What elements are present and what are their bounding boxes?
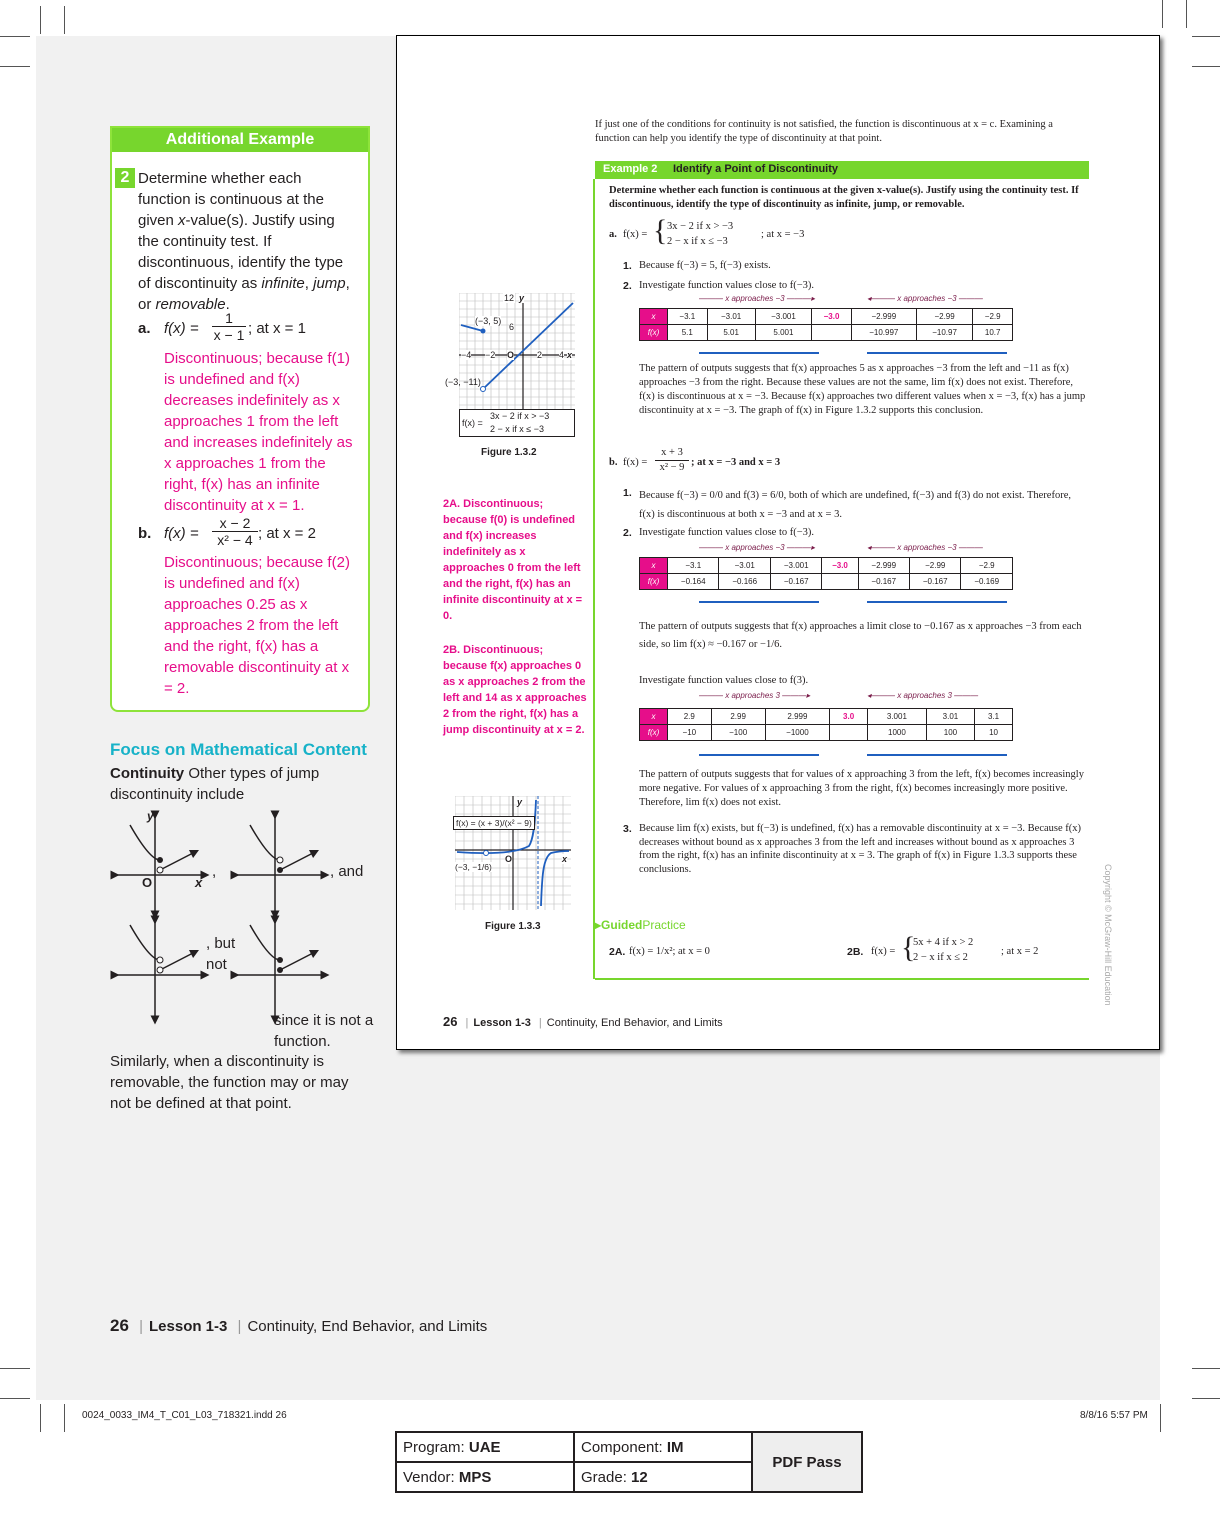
crop-mark: [40, 1404, 41, 1432]
additional-example-heading: Additional Example: [112, 128, 368, 152]
b-arrow-left: ——— x approaches −3 ———▸: [699, 543, 815, 552]
example-title: Identify a Point of Discontinuity: [673, 163, 838, 175]
figure-1-3-3-caption: Figure 1.3.3: [485, 921, 541, 932]
brace: {: [653, 214, 668, 247]
comma-text: ,: [212, 863, 217, 880]
example-prompt: Determine whether each function is continuous at the given x-value(s). Justify using the continuity test. If discontinuous, identify the type of discontinuity as infinite, jump, or removable.: [138, 170, 350, 313]
component-cell: Component: IM: [574, 1432, 752, 1462]
instructions: Determine whether each function is continuous at the given x-value(s). Justify using the continuity test. If discontinuous, identify the type of discontinuity as infinite, jump, or removable.: [609, 185, 1079, 210]
fig2-axis-y: y: [519, 293, 525, 303]
b-step3-num: 3.: [623, 823, 632, 835]
crop-mark: [1160, 1404, 1161, 1432]
a-step2-num: 2.: [623, 280, 632, 292]
part-a-at: ; at x = 1: [248, 320, 306, 337]
answer-2b: 2B. Discontinuous; because f(x) approaches 0 as x approaches 2 from the left and 14 as x approaches 2 from the right, f(x) has a jump discontinuity at x = 2.: [443, 644, 587, 736]
b-step2-num: 2.: [623, 527, 632, 539]
axis-y-label: y: [147, 809, 154, 823]
part-b-den: x² − 9: [659, 462, 685, 473]
blue-arrow: [699, 352, 819, 354]
file-name: 0024_0033_IM4_T_C01_L03_718321.indd 26: [82, 1410, 287, 1421]
p2b-piece2: 2 − x if x ≤ 2: [913, 952, 968, 963]
part-a-label: a.: [138, 320, 151, 337]
part-a-at: ; at x = −3: [761, 229, 805, 240]
example-number: 2: [115, 168, 135, 188]
table-row: x 2.9 2.99 2.999 3.0 3.001 3.01 3.1: [640, 709, 1013, 725]
tick-12: 12: [504, 293, 515, 303]
part-b-fx: f(x) =: [164, 525, 199, 542]
part-b-label: b.: [138, 525, 152, 542]
fig3-equation: f(x) = (x + 3)/(x² − 9): [453, 816, 535, 830]
table-b: [639, 557, 1013, 590]
intro-text: If just one of the conditions for continuity is not satisfied, the function is discontinuous at x = c. Examining a function can help you identify the type of discontinuity at that point.: [595, 119, 1053, 144]
crop-mark: [1162, 0, 1163, 28]
program-cell: Program: UAE: [396, 1432, 574, 1462]
b-investigate3: Investigate function values close to f(3).: [639, 675, 809, 686]
b-step3: Because lim f(x) exists, but f(−3) is undefined, f(x) has a removable discontinuity at x = −3. Because f(x) decreases without bound as x approaches 3 from the left and increases without bound as x approaches 3 from the right, f(x) has an infinite discontinuity at x = 3. The graph of f(x) in Figure 1.3.3 supports these conclusions.: [639, 823, 1082, 875]
p2a: f(x) = 1/x²; at x = 0: [629, 946, 710, 957]
part-b-answer: Discontinuous; because f(2) is undefined and f(x) approaches 0.25 as x approaches 2 from the left and the right, f(x) has a removable discontinuity at x = 2.: [164, 554, 350, 697]
part-b-label: b.: [609, 457, 618, 468]
part-a-answer: Discontinuous; because f(1) is undefined and f(x) decreases indefinitely as x approaches 1 from the left and increases indefinitely as x approaches 1 from the right, f(x) has an infinite discontinuity at x = 1.: [164, 350, 353, 514]
crop-mark: [0, 1368, 30, 1369]
crop-mark: [1192, 1368, 1220, 1369]
crop-mark: [64, 6, 65, 34]
axis-x-label: x: [195, 875, 203, 890]
brace: {: [901, 931, 916, 964]
crop-mark: [0, 1398, 30, 1399]
crop-mark: [1192, 36, 1220, 37]
b-step2: Investigate function values close to f(−3).: [639, 527, 815, 538]
fig3-axis-y: y: [517, 797, 523, 807]
example-label: Example 2: [603, 163, 658, 175]
a-step1-num: 1.: [623, 260, 632, 272]
blue-arrow: [699, 601, 819, 603]
job-info-table: [395, 1431, 863, 1493]
part-a-fx: f(x) =: [623, 229, 648, 240]
a-explanation: The pattern of outputs suggests that f(x) approaches 5 as x approaches −3 from the left and −11 as f(x) approaches −3 from the right. Because these values are not the same, lim f(x) does not exist. Therefore, f(x) is discontinuous at x = −3. Because f(x) approaches two different values when x = −3, f(x) has a jump discontinuity at x = −3. The graph of f(x) in Figure 1.3.2 supports this conclusion.: [639, 363, 1086, 416]
sidebar-footer: 26 | Lesson 1-3 | Continuity, End Behavior, and Limits: [110, 1316, 488, 1335]
part-b-numerator: x − 2: [212, 515, 258, 532]
crop-mark: [40, 6, 41, 34]
a-step1: Because f(−3) = 5, f(−3) exists.: [639, 260, 771, 271]
focus-title: Focus on Mathematical Content: [110, 740, 367, 759]
mini-graph-3: [115, 915, 205, 1020]
fig2-equation: f(x) = 3x − 2 if x > −3 2 − x if x ≤ −3: [459, 409, 575, 437]
part-a-piece1: 3x − 2 if x > −3: [667, 221, 734, 232]
crop-mark: [0, 66, 30, 67]
jump-discontinuity-graphs: [110, 810, 370, 1030]
since-text: since it is not a function.: [274, 1012, 374, 1050]
part-b-num: x + 3: [655, 446, 689, 461]
pdf-pass-cell: PDF Pass: [752, 1432, 862, 1492]
blue-arrow: [699, 754, 819, 756]
p2b-label: 2B.: [847, 946, 864, 958]
table-row: x −3.1 −3.01 −3.001 −3.0 −2.999 −2.99 −2.9: [640, 558, 1013, 574]
and-text: , and: [330, 863, 364, 880]
copyright: Copyright © McGraw-Hill Education: [1103, 864, 1113, 1006]
b-explanation2: The pattern of outputs suggests that for values of x approaching 3 from the left, f(x) becomes increasingly more negative. For values of x approaching 3 from the right, f(x) becomes increasingly more positive. Therefore, lim f(x) does not exist.: [639, 769, 1084, 808]
blue-arrow: [867, 601, 1007, 603]
date-stamp: 8/8/16 5:57 PM: [1080, 1410, 1148, 1421]
b-arrow-left3: ——— x approaches 3 ———▸: [699, 691, 811, 700]
guided-rule: [595, 978, 1089, 980]
part-b-at: ; at x = 2: [258, 525, 316, 542]
fig2-axis-x: x: [567, 350, 573, 360]
b-arrow-right: ◂——— x approaches −3 ———: [867, 543, 983, 552]
table-row: f(x) −10 −100 −1000 1000 100 10: [640, 725, 1013, 741]
table-row: f(x) 5.1 5.01 5.001 −10.997 −10.97 10.7: [640, 325, 1013, 341]
table-a: [639, 308, 1013, 341]
part-b-denominator: x² − 4: [217, 532, 253, 548]
b-step1: Because f(−3) = 0/0 and f(3) = 6/0, both of which are undefined, f(−3) and f(3) do not exist. Therefore, f(x) is discontinuous at both x = −3 and at x = 3.: [639, 490, 1071, 520]
part-a-denominator: x − 1: [213, 327, 245, 343]
tick-4: 4: [559, 350, 565, 360]
vendor-cell: Vendor: MPS: [396, 1462, 574, 1492]
tick-neg4: −4: [461, 350, 472, 360]
b-explanation1: The pattern of outputs suggests that f(x) approaches a limit close to −0.167 as x approaches −3 from each side, so lim f(x) ≈ −0.167 or −1/6.: [639, 621, 1082, 650]
mini-graph-4: [235, 915, 325, 1020]
tick-neg2: −2: [485, 350, 496, 360]
part-a-numerator: 1: [212, 310, 246, 327]
crop-mark: [1192, 66, 1220, 67]
a-step2: Investigate function values close to f(−3).: [639, 280, 815, 291]
p2b-at: ; at x = 2: [1001, 946, 1039, 957]
example-bar: [595, 161, 1089, 179]
p2a-label: 2A.: [609, 946, 626, 958]
but-not-text: , but not: [206, 935, 236, 973]
table-row: f(x) −0.164 −0.166 −0.167 −0.167 −0.167 −0.169: [640, 574, 1013, 590]
blue-arrow: [867, 754, 1007, 756]
grade-cell: Grade: 12: [574, 1462, 752, 1492]
point-neg3-neg11: (−3, −11): [445, 377, 481, 387]
b-step1-num: 1.: [623, 487, 632, 499]
blue-arrow: [867, 352, 1007, 354]
part-a-piece2: 2 − x if x ≤ −3: [667, 236, 728, 247]
mini-graph-2: [235, 815, 325, 920]
part-a-fx: f(x) =: [164, 320, 199, 337]
fig3-axis-x: x: [562, 854, 568, 864]
point-neg3-5: (−3, 5): [475, 316, 502, 326]
crop-mark: [0, 36, 30, 37]
page-footer: 26 | Lesson 1-3 | Continuity, End Behavior, and Limits: [443, 1014, 723, 1029]
guided-practice-heading: ▸GuidedPractice: [595, 918, 686, 932]
fig3-point: (−3, −1/6): [455, 862, 492, 872]
part-b-fx: f(x) =: [623, 457, 648, 468]
table-row: x −3.1 −3.01 −3.001 −3.0 −2.999 −2.99 −2.9: [640, 309, 1013, 325]
p2b-fx: f(x) =: [871, 946, 896, 957]
tick-2: 2: [537, 350, 543, 360]
answer-2a: 2A. Discontinuous; because f(0) is undefined and f(x) increases indefinitely as x approaches 0 from the left and the right, f(x) has an infinite discontinuity at x = 0.: [443, 498, 583, 622]
part-a-label: a.: [609, 229, 617, 240]
crop-mark: [1192, 1398, 1220, 1399]
a-arrow-left: ——— x approaches −3 ———▸: [699, 294, 815, 303]
tick-6: 6: [509, 322, 515, 332]
closing-text: Similarly, when a discontinuity is removable, the function may or may not be defined at that point.: [110, 1053, 349, 1112]
origin: O: [507, 350, 515, 360]
figure-1-3-3: [455, 796, 571, 910]
mini-graph-1: [115, 815, 205, 920]
additional-example-box: [110, 126, 370, 712]
p2b-piece1: 5x + 4 if x > 2: [913, 937, 974, 948]
b-arrow-right3: ◂——— x approaches 3 ———: [867, 691, 979, 700]
part-b-at: ; at x = −3 and x = 3: [691, 457, 781, 468]
example-rule: [593, 179, 595, 979]
fig3-origin: O: [505, 854, 513, 864]
student-page: [396, 35, 1160, 1050]
figure-1-3-2-caption: Figure 1.3.2: [481, 447, 537, 458]
focus-intro: Continuity Other types of jump discontinuity include: [110, 765, 320, 803]
table-b3: [639, 708, 1013, 741]
origin-label: O: [142, 875, 153, 890]
crop-mark: [64, 1404, 65, 1432]
crop-mark: [1186, 0, 1187, 28]
a-arrow-right: ◂——— x approaches −3 ———: [867, 294, 983, 303]
